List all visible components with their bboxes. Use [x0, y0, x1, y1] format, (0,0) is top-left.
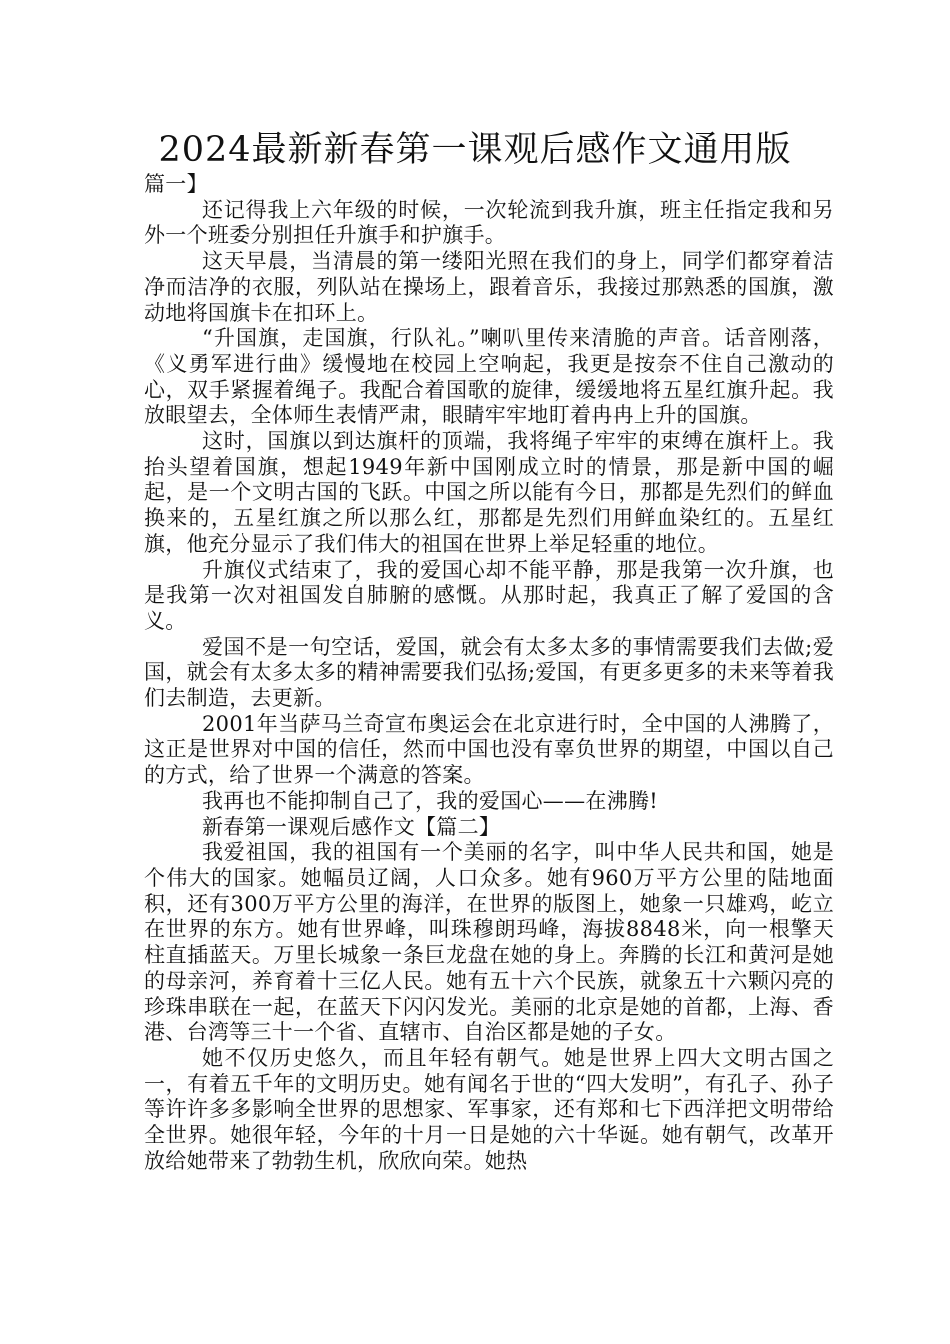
paragraph: 升旗仪式结束了，我的爱国心却不能平静，那是我第一次升旗，也是我第一次对祖国发自肺腑的感慨。从那时起，我真正了解了爱国的含义。 — [144, 557, 834, 633]
paragraph: 这时，国旗以到达旗杆的顶端，我将绳子牢牢的束缚在旗杆上。我抬头望着国旗，想起1949年新中国刚成立时的情景，那是新中国的崛起，是一个文明古国的飞跃。中国之所以能有今日，那都是先烈们的鲜血换来的，五星红旗之所以那么红，那都是先烈们用鲜血染红的。五星红旗，他充分显示了我们伟大的祖国在世界上举足轻重的地位。 — [144, 429, 834, 556]
paragraph: 这天早晨，当清晨的第一缕阳光照在我们的身上，同学们都穿着洁净而洁净的衣服，列队站在操场上，跟着音乐，我接过那熟悉的国旗，激动地将国旗卡在扣环上。 — [144, 249, 834, 325]
paragraph: 我再也不能抑制自己了，我的爱国心——在沸腾! — [202, 788, 659, 813]
document-title: 2024最新新春第一课观后感作文通用版 — [158, 130, 792, 170]
paragraph: 她不仅历史悠久，而且年轻有朝气。她是世界上四大文明古国之一，有着五千年的文明历史。她有闻名于世的“四大发明”，有孔子、孙子等许许多多影响全世界的思想家、军事家，还有郑和七下西洋把文明带给全世界。她很年轻，今年的十月一日是她的六十华诞。她有朝气，改革开放给她带来了勃勃生机，欣欣向荣。她热 — [144, 1045, 834, 1173]
section-heading: 新春第一课观后感作文【篇二】 — [202, 814, 501, 839]
section-label: 篇一】 — [144, 172, 208, 196]
paragraph: “升国旗，走国旗，行队礼。”喇叭里传来清脆的声音。话音刚落，《义勇军进行曲》缓慢地在校园上空响起，我更是按奈不住自己激动的心，双手紧握着绳子。我配合着国歌的旋律，缓缓地将五星红旗升起。我放眼望去，全体师生表情严肃，眼睛牢牢地盯着冉冉上升的国旗。 — [144, 326, 834, 428]
paragraph: 我爱祖国，我的祖国有一个美丽的名字，叫中华人民共和国，她是个伟大的国家。她幅员辽阔，人口众多。她有960万平方公里的陆地面积，还有300万平方公里的海洋，在世界的版图上，她象一只雄鸡，屹立在世界的东方。她有世界峰，叫珠穆朗玛峰，海拔8848米，向一根擎天柱直插蓝天。万里长城象一条巨龙盘在她的身上。奔腾的长江和黄河是她的母亲河，养育着十三亿人民。她有五十六个民族，就象五十六颗闪亮的珍珠串联在一起，在蓝天下闪闪发光。美丽的北京是她的首都，上海、香港、台湾等三十一个省、直辖市、自治区都是她的子女。 — [144, 840, 834, 1045]
paragraph: 爱国不是一句空话，爱国，就会有太多太多的事情需要我们去做;爱国，就会有太多太多的精神需要我们弘扬;爱国，有更多更多的未来等着我们去制造，去更新。 — [144, 634, 834, 711]
paragraph: 还记得我上六年级的时候，一次轮流到我升旗，班主任指定我和另外一个班委分别担任升旗手和护旗手。 — [144, 197, 834, 248]
document-body — [144, 172, 834, 1174]
paragraph: 2001年当萨马兰奇宣布奥运会在北京进行时，全中国的人沸腾了，这正是世界对中国的信任，然而中国也没有辜负世界的期望，中国以自己的方式，给了世界一个满意的答案。 — [144, 711, 834, 788]
